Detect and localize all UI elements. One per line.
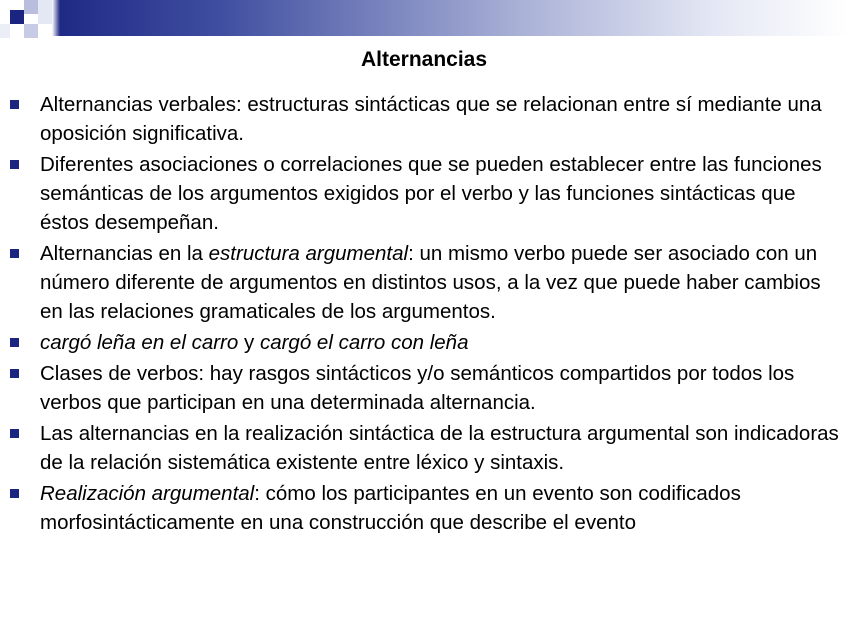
bullet-text: Diferentes asociaciones o correlaciones que se pueden establecer entre las funciones semánticas de los argumentos exigidos por el verbo y las funciones sintácticas que éstos desempeñan. — [40, 153, 822, 234]
bullet-text: Las alternancias en la realización sintáctica de la estructura argumental son indicadoras de la relación sistemática existente entre léxico y sintaxis. — [40, 422, 839, 474]
header-square-light-lower — [24, 24, 38, 38]
header-square-pale — [38, 0, 52, 24]
header-square-dark — [10, 10, 24, 24]
square-bullet-icon — [10, 369, 19, 378]
bullet-text-italic: Realización argumental — [40, 482, 255, 505]
slide-title: Alternancias — [360, 48, 488, 71]
header-decoration-band — [0, 0, 848, 36]
square-bullet-icon — [10, 338, 19, 347]
bullet-text-italic: cargó el carro con leña — [259, 331, 469, 354]
square-bullet-icon — [10, 249, 19, 258]
square-bullet-icon — [10, 429, 19, 438]
square-bullet-icon — [10, 100, 19, 109]
bullet-text: : cómo los participantes en un evento son codificados morfosintácticamente en una construcción que describe el evento — [40, 482, 741, 534]
bullet-item — [0, 359, 848, 417]
square-bullet-icon — [10, 489, 19, 498]
header-square-pale-left — [0, 24, 10, 38]
bullet-text: Alternancias en la — [40, 242, 209, 265]
bullet-item — [0, 150, 848, 237]
bullet-text: y — [238, 331, 260, 354]
bullet-text: Clases de verbos: hay rasgos sintácticos y/o semánticos compartidos por todos los verbos que participan en una determinada alternancia. — [40, 362, 795, 414]
bullet-item — [0, 479, 848, 537]
bullet-list — [0, 90, 848, 539]
bullet-text-italic: cargó leña en el carro — [40, 331, 239, 354]
bullet-text-italic: estructura argumental — [208, 242, 409, 265]
bullet-text: : un mismo verbo puede ser asociado con un número diferente de argumentos en distintos usos, a la vez que puede haber cambios en las relaciones gramaticales de los argumentos. — [40, 242, 821, 323]
header-square-light — [24, 0, 38, 14]
bullet-item — [0, 419, 848, 477]
bullet-item — [0, 90, 848, 148]
bullet-item — [0, 328, 848, 357]
square-bullet-icon — [10, 160, 19, 169]
bullet-text: Alternancias verbales: estructuras sintácticas que se relacionan entre sí mediante una oposición significativa. — [40, 93, 822, 145]
bullet-item — [0, 239, 848, 326]
